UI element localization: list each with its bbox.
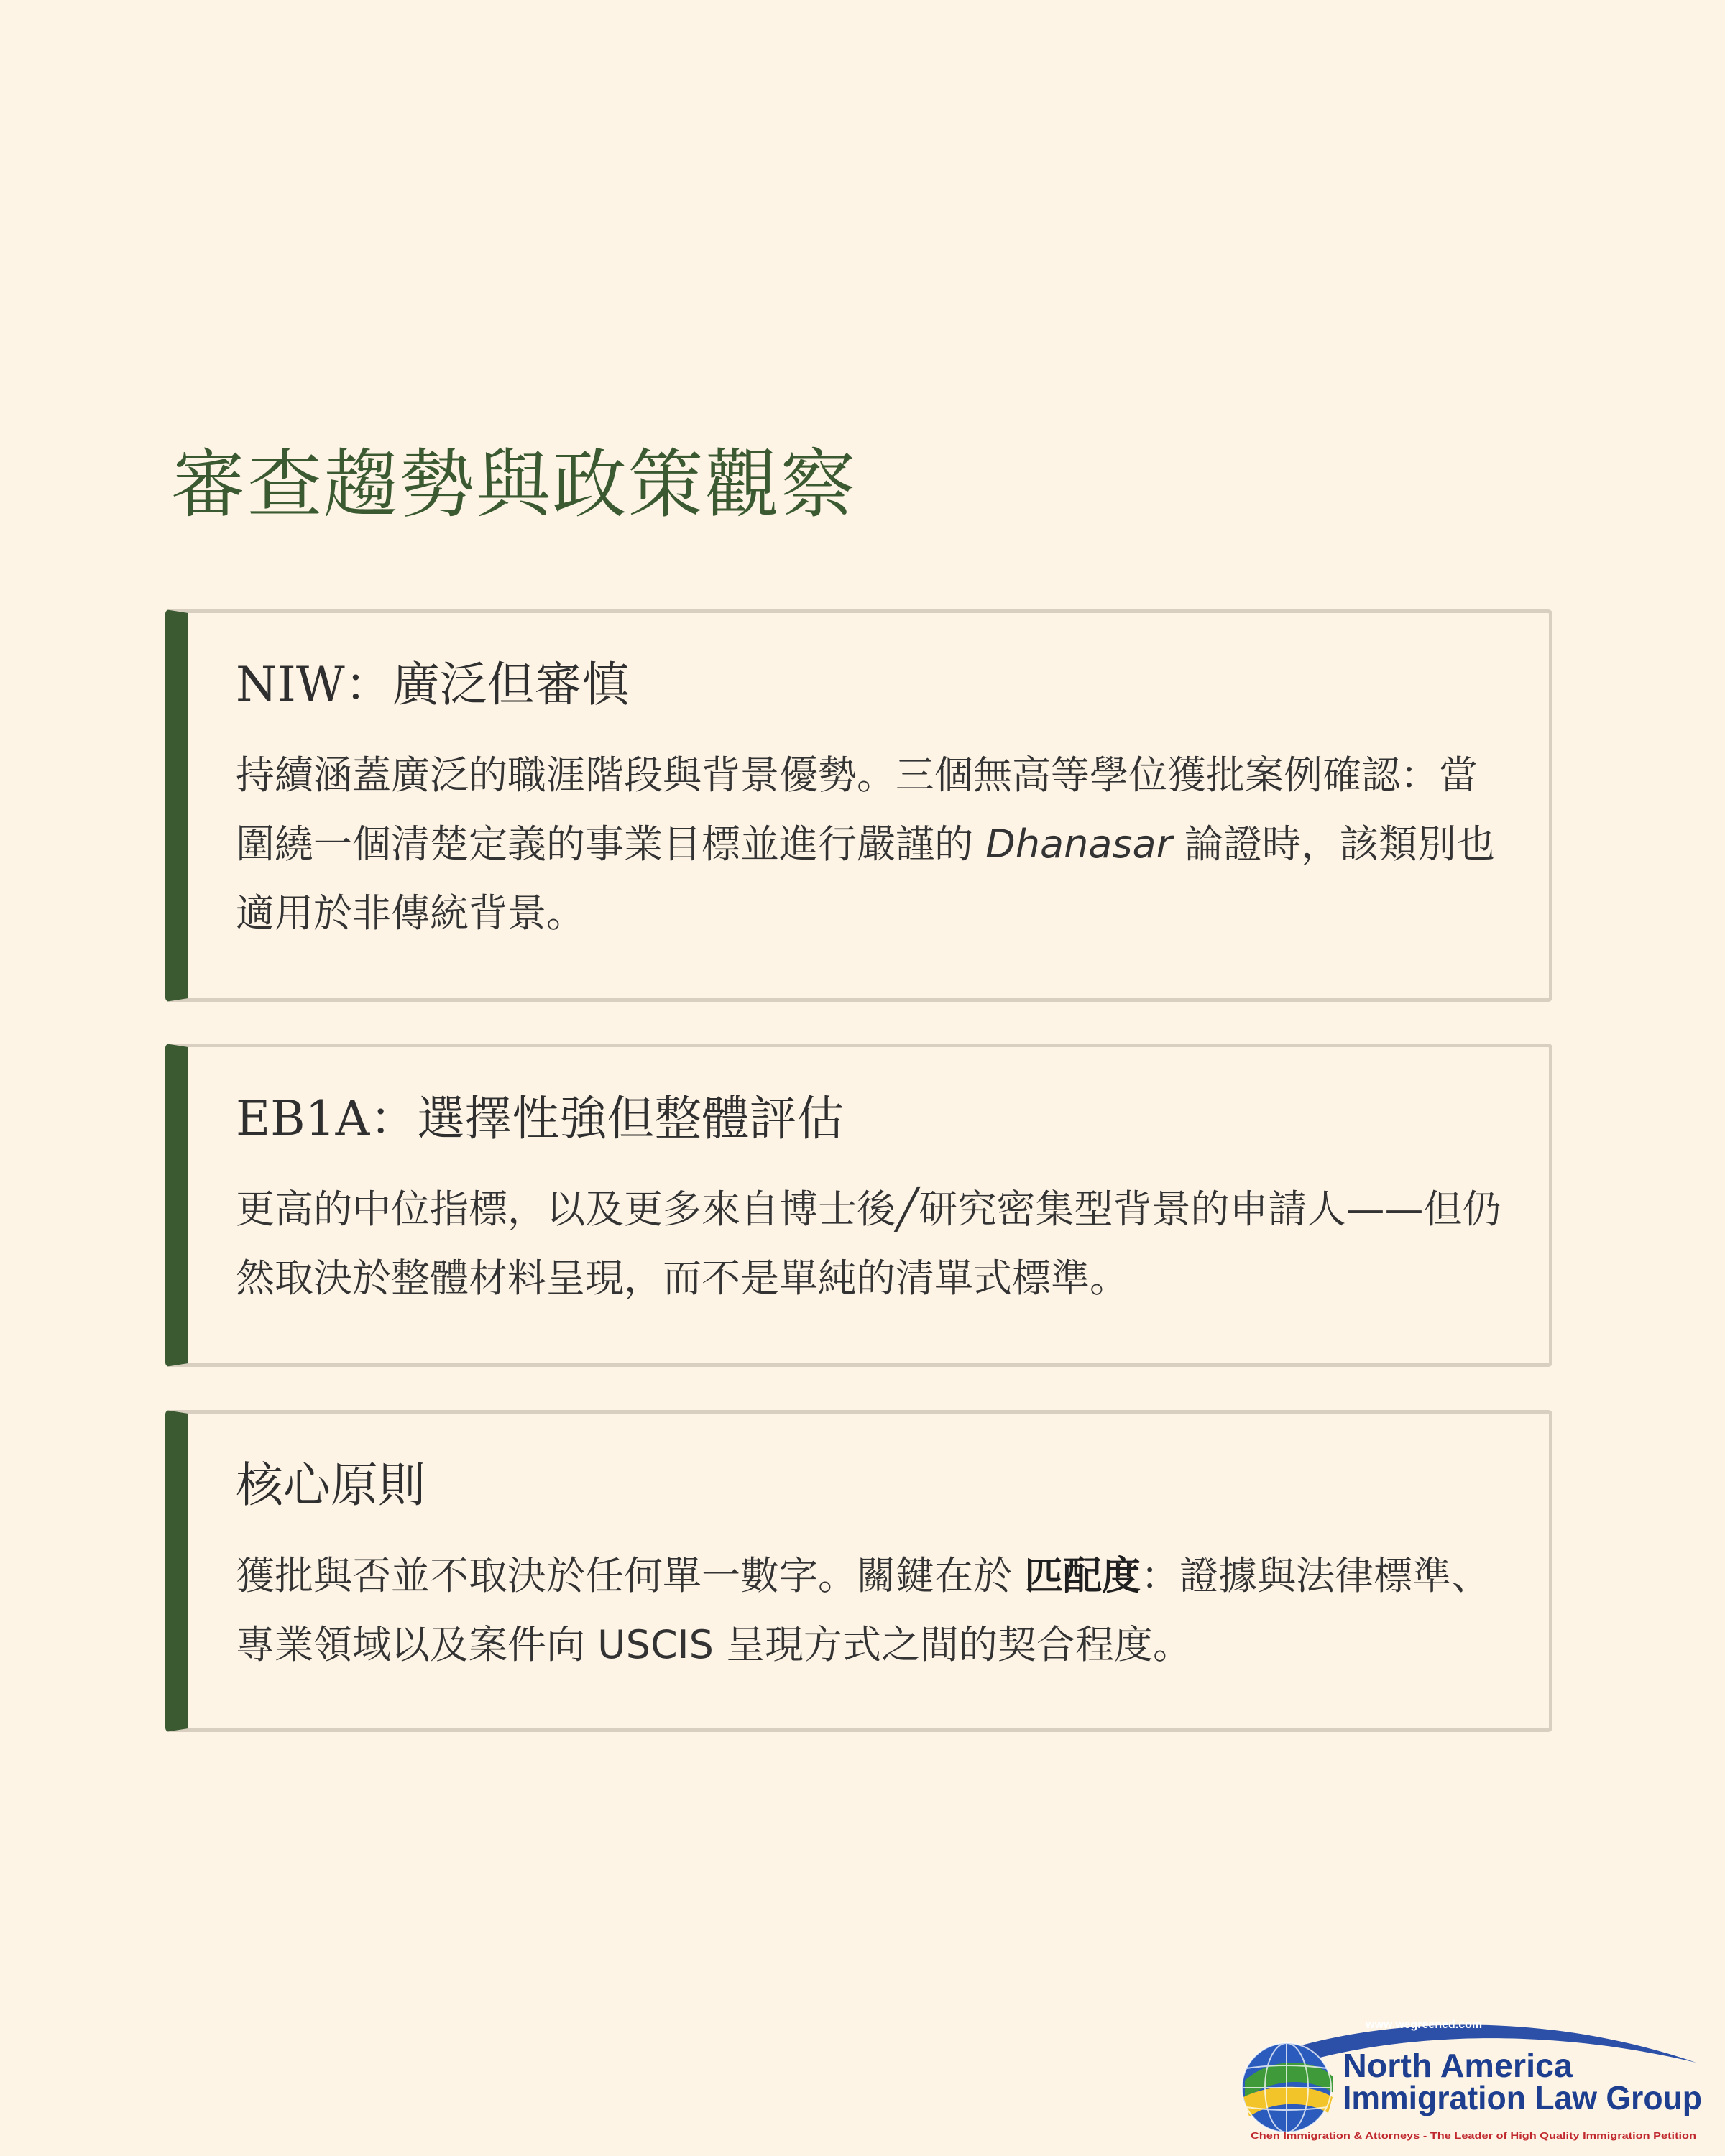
card-body-emphasis: Dhanasar: [985, 821, 1172, 867]
logo-line1: North America: [1343, 2047, 1573, 2084]
card-niw: [165, 609, 1552, 1002]
card-title: 核心原則: [236, 1457, 426, 1513]
card-title: NIW：廣泛但審慎: [236, 657, 630, 712]
page-title: 審查趨勢與政策觀察: [171, 441, 857, 528]
logo-tagline: Chen Immigration & Attorneys - The Leader of High Quality Immigration Petition: [1251, 2130, 1697, 2141]
card-body: [236, 741, 1506, 948]
card-body: [236, 1542, 1506, 1680]
card-body: 更高的中位指標，以及更多來自博士後╱研究密集型背景的申請人——但仍然取決於整體材料呈現，而不是單純的清單式標準。: [236, 1186, 1501, 1301]
logo-url: www.wegreened.com: [1366, 2019, 1483, 2031]
logo-line2: Immigration Law Group: [1343, 2079, 1702, 2116]
card-body-text-end: 論證時，該類別也適用於非傳統背景。: [236, 821, 1495, 936]
card-body-text: 獲批與否並不取決於任何單一數字。關鍵在於: [236, 1552, 1025, 1598]
card-body-text-end: ：證據與法律標準、專業領域以及案件向 USCIS 呈現方式之間的契合程度。: [236, 1552, 1491, 1667]
card-eb1a: [165, 1044, 1552, 1367]
card-body-strong: 匹配度: [1024, 1552, 1141, 1598]
firm-logo: [1236, 2012, 1711, 2149]
card-body-text: 持續涵蓋廣泛的職涯階段與背景優勢。三個無高等學位獲批案例確認：當圍繞一個清楚定義的事業目標並進行嚴謹的: [236, 752, 1478, 867]
logo-graphic: [1236, 2012, 1711, 2149]
card-core-principle: [165, 1410, 1552, 1732]
card-title: EB1A：選擇性強但整體評估: [236, 1091, 845, 1146]
